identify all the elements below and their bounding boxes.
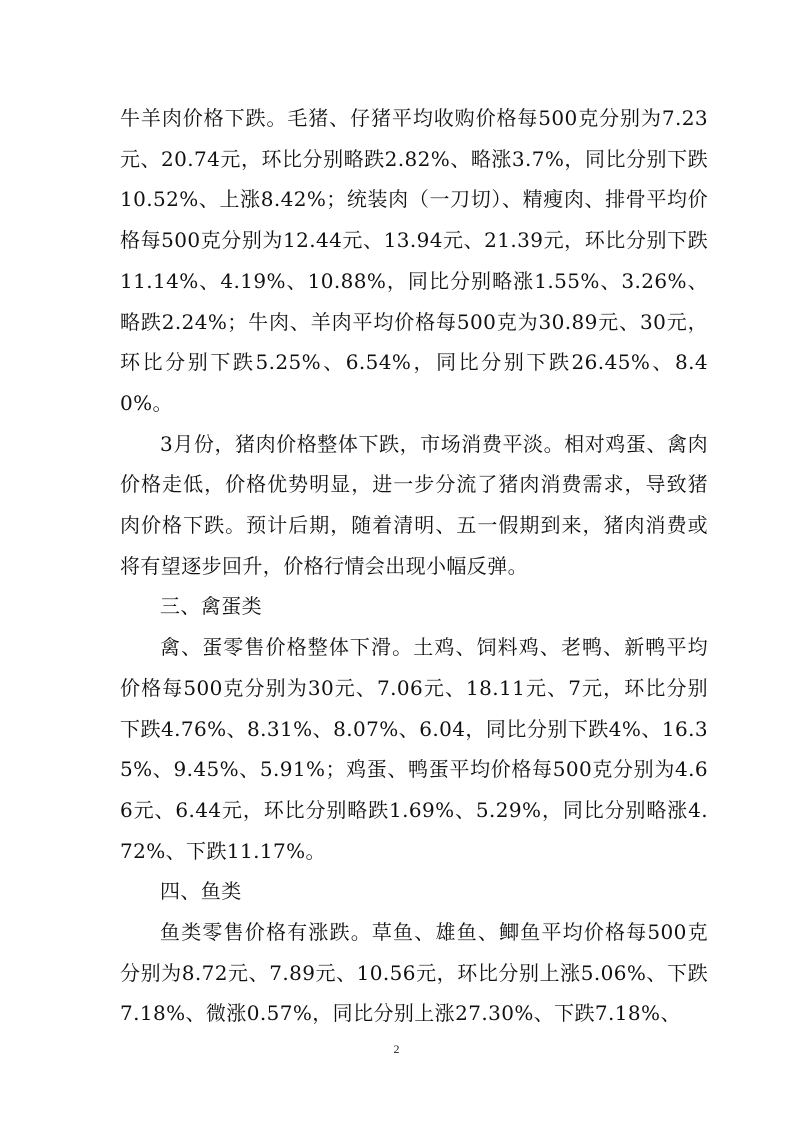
page-number: 2 [393,1042,400,1056]
section-heading-fish: 四、鱼类 [160,879,242,904]
paragraph-fish-prices: 鱼类零售价格有涨跌。草鱼、雄鱼、鲫鱼平均价格每500克分别为8.72元、7.89元、10.56元，环比分别上涨5.06%、下跌7.18%、微涨0.57%，同比分别上涨27.30%、下跌7.18%、 [120,920,708,1026]
paragraph-pork-outlook: 3月份，猪肉价格整体下跌，市场消费平淡。相对鸡蛋、禽肉价格走低，价格优势明显，进一步分流了猪肉消费需求，导致猪肉价格下跌。预计后期，随着清明、五一假期到来，猪肉消费或将有望逐步回升，价格行情会出现小幅反弹。 [120,431,708,578]
section-heading-poultry-eggs: 三、禽蛋类 [160,594,262,619]
page-body [120,98,708,1034]
paragraph-poultry-egg-prices: 禽、蛋零售价格整体下滑。土鸡、饲料鸡、老鸭、新鸭平均价格每500克分别为30元、7.06元、18.11元、7元，环比分别下跌4.76%、8.31%、8.07%、6.04，同比分别下跌4%、16.35%、9.45%、5.91%；鸡蛋、鸭蛋平均价格每500克分别为4.66元、6.44元，环比分别略跌1.69%、5.29%，同比分别略涨4.72%、下跌11.17%。 [120,635,708,863]
paragraph-meat-prices: 牛羊肉价格下跌。毛猪、仔猪平均收购价格每500克分别为7.23元、20.74元，环比分别略跌2.82%、略涨3.7%，同比分别下跌10.52%、上涨8.42%；统装肉（一刀切）、精瘦肉、排骨平均价格每500克分别为12.44元、13.94元、21.39元，环比分别下跌11.14%、4.19%、10.88%，同比分别略涨1.55%、3.26%、略跌2.24%；牛肉、羊肉平均价格每500克为30.89元、30元，环比分别下跌5.25%、6.54%，同比分别下跌26.45%、8.40%。 [120,106,708,415]
